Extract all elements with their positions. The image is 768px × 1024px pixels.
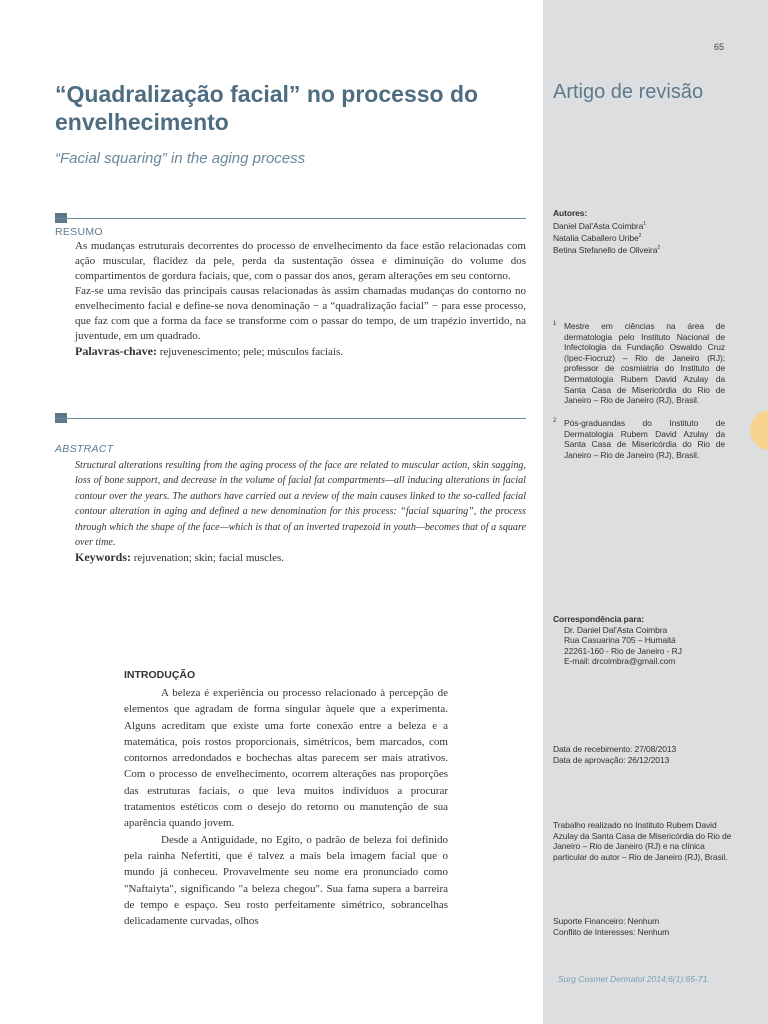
affiliation-2 bbox=[553, 418, 725, 460]
author-sup: 2 bbox=[657, 245, 661, 252]
affiliation-1 bbox=[553, 321, 725, 406]
funding-block bbox=[553, 916, 743, 937]
authors-block bbox=[553, 208, 743, 256]
work-location: Trabalho realizado no Instituto Rubem David Azulay da Santa Casa de Misericórdia do Rio de Janeiro – Rio de Janeiro (RJ) e na clínica particular do autor – Rio de Janeiro (RJ), Brasil. bbox=[553, 820, 732, 862]
resumo-body bbox=[75, 239, 526, 360]
date-approved: Data de aprovação: 26/12/2013 bbox=[553, 754, 670, 765]
correspondence-line: Rua Casuarina 705 – Humaitá bbox=[564, 635, 676, 646]
article-title: “Quadralização facial” no processo do envelhecimento bbox=[55, 81, 479, 135]
keywords-value: rejuvenation; skin; facial muscles. bbox=[133, 552, 285, 565]
keywords-value: rejuvenescimento; pele; músculos faciais. bbox=[159, 346, 344, 358]
resumo-heading: RESUMO bbox=[55, 226, 103, 238]
affiliation-text: Pós-graduandas do Instituto de Dermatologia Rubem David Azulay da Santa Casa de Misericórdia do Rio de Janeiro – Rio de Janeiro (RJ), Brasil. bbox=[564, 418, 725, 460]
resumo-paragraph: Faz-se uma revisão das principais causas relacionadas às assim chamadas mudanças do contorno no envelhecimento facial e define-se nova denominação − a “quadralização facial” − para esse processo, que faz com que a forma da face se transforme com o passar do tempo, de um trapézio invertido, na juventude, em um quadrado. bbox=[75, 285, 526, 342]
funding-support: Suporte Financeiro: Nenhum bbox=[553, 916, 660, 926]
author-sup: 1 bbox=[643, 220, 646, 227]
dates-block bbox=[553, 744, 743, 765]
correspondence-block bbox=[553, 614, 743, 667]
intro-heading: INTRODUÇÃO bbox=[124, 669, 196, 681]
article-subtitle: “Facial squaring” in the aging process bbox=[55, 150, 306, 167]
page-number: 65 bbox=[713, 42, 724, 52]
affiliation-number: 1 bbox=[553, 321, 557, 327]
date-received: Data de recebimento: 27/08/2013 bbox=[553, 744, 677, 754]
resumo-paragraph: As mudanças estruturais decorrentes do processo de envelhecimento da face estão relacionadas com ação muscular, flacidez da pele, perda da sustentação óssea e diminuição do volume dos compartimentos de gordura faciais, que, com o passar dos anos, geram alterações em seu contorno. bbox=[75, 240, 526, 282]
author-item bbox=[553, 219, 743, 231]
journal-citation: Surg Cosmet Dermatol 2014;6(1):65-71. bbox=[558, 974, 710, 984]
abstract-heading: ABSTRACT bbox=[55, 443, 114, 455]
authors-heading: Autores: bbox=[553, 208, 588, 218]
author-sup: 2 bbox=[638, 233, 642, 240]
abstract-keywords bbox=[75, 550, 526, 566]
correspondence-line: Dr. Daniel Dal’Asta Coimbra bbox=[564, 624, 668, 635]
intro-paragraph: A beleza é experiência ou processo relacionado à percepção de elementos que agradam de forma singular àquele que a experimenta. Alguns acreditam que existe uma forte conexão entre a beleza e a matemática, pois rostos proporcionais, simétricos, bem marcados, com contornos arredondados e bochechas altas parecem ser mais atrativos. Com o processo de envelhecimento, ocorrem alterações nas proporções das estruturas faciais, o que leva muitos indivíduos a procurar tratamentos estéticos com o desejo do retorno ou manutenção de sua aparência quando jovem. bbox=[124, 687, 448, 830]
abstract-rule bbox=[55, 418, 526, 419]
correspondence-email: E-mail: drcoimbra@gmail.com bbox=[564, 656, 676, 667]
sidebar-panel bbox=[543, 0, 768, 1024]
article-type: Artigo de revisão bbox=[553, 81, 704, 103]
author-name: Daniel Dal’Asta Coimbra bbox=[553, 220, 644, 231]
affiliation-number: 2 bbox=[553, 418, 557, 424]
funding-conflict: Conflito de Interesses: Nenhum bbox=[553, 926, 670, 937]
affiliation-text: Mestre em ciências na área de dermatologia pelo Instituto Nacional de Infectologia da Fundação Oswaldo Cruz (Ipec-Fiocruz) – Rio de Janeiro (RJ); professor de cosmiatria do Instituto de Dermatologia Rubem David Azulay da Santa Casa de Misericórdia do Rio de Janeiro – Rio de Janeiro (RJ), Brasil. bbox=[564, 321, 725, 406]
abstract-paragraph: Structural alterations resulting from the aging process of the face are related to muscular action, skin sagging, loss of bone support, and decrease in the volume of facial fat compartments—all inducing alterations in facial contour over the years. The authors have carried out a review of the main causes linked to the so-called facial contour alteration in aging and defined a new denomination for this process: “facial squaring”, the process through which the shape of the face—which is that of an inverted trapezoid in youth—becomes that of a square over time. bbox=[75, 460, 526, 549]
intro-body bbox=[124, 685, 448, 929]
intro-paragraph: Desde a Antiguidade, no Egito, o padrão de beleza foi definido pela rainha Nefertiti, que é talvez a mais bela imagem facial que o mundo já conheceu. Provavelmente seu nome era pronunciado como "Naftaiyta", significando "a beleza chegou". Sua fama supera a barreira de tempo e espaço. Seu rosto perfeitamente simétrico, sobrancelhas delicadamente curvadas, olhos bbox=[124, 833, 448, 928]
author-item bbox=[553, 231, 743, 243]
correspondence-heading: Correspondência para: bbox=[553, 614, 644, 624]
resumo-rule bbox=[55, 218, 526, 219]
keywords-label: Keywords: bbox=[75, 550, 131, 565]
correspondence-line: 22261-160 - Rio de Janeiro - RJ bbox=[564, 645, 682, 656]
author-item bbox=[553, 243, 743, 255]
keywords-label: Palavras-chave: bbox=[75, 344, 157, 358]
author-name: Betina Stefanello de Oliveira bbox=[553, 245, 658, 256]
author-name: Natalia Caballero Uribe bbox=[553, 232, 639, 243]
resumo-keywords bbox=[75, 344, 526, 360]
abstract-body bbox=[75, 458, 526, 567]
